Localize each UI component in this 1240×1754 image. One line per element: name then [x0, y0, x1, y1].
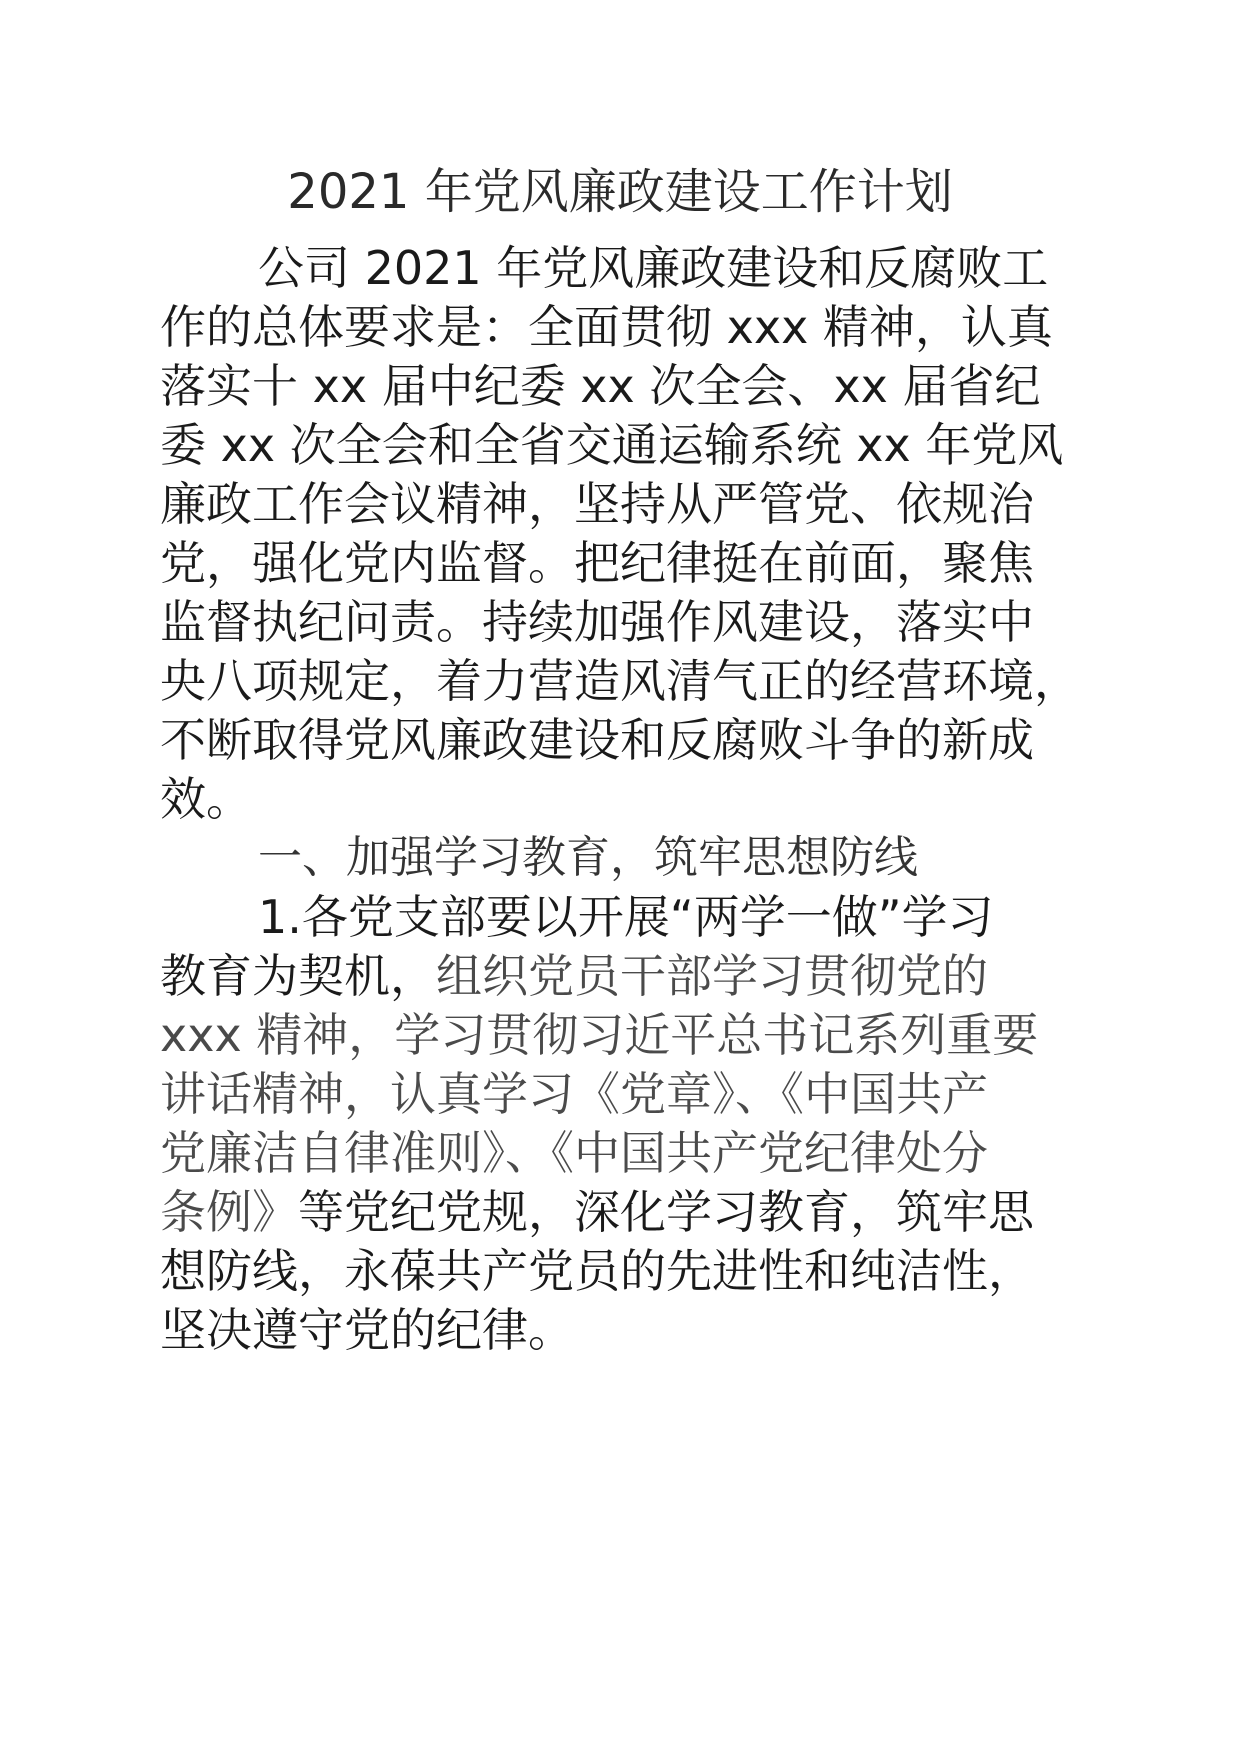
item-line	[160, 1180, 1034, 1244]
paragraph-line: 监督执纪问责。持续加强作风建设，落实中	[160, 595, 1034, 649]
item-line: 讲话精神，认真学习《党章》、《中国共产	[160, 1067, 988, 1121]
item-line: 想防线，永葆共产党员的先进性和纯洁性，	[160, 1244, 1034, 1298]
item-text: 教育为契机，	[160, 949, 436, 1003]
paragraph-line: 央八项规定，着力营造风清气正的经营环境，	[160, 654, 1080, 708]
item-text: 组织党员干部学习贯彻党的	[436, 949, 988, 1003]
paragraph-line: 廉政工作会议精神，坚持从严管党、依规治	[160, 477, 1034, 531]
paragraph-line: 效。	[160, 772, 252, 826]
section-heading: 一、加强学习教育，筑牢思想防线	[258, 832, 918, 883]
item-text: 等党纪党规，深化学习教育，筑牢思	[298, 1185, 1034, 1239]
document-title: 2021 年党风廉政建设工作计划	[287, 164, 953, 220]
item-line: 党廉洁自律准则》、《中国共产党纪律处分	[160, 1126, 988, 1180]
item-line	[160, 944, 988, 1008]
item-line: 1.各党支部要以开展“两学一做”学习	[258, 890, 994, 944]
item-text: 条例》	[160, 1185, 298, 1239]
paragraph-line: 公司 2021 年党风廉政建设和反腐败工	[258, 241, 1049, 295]
paragraph-line: 作的总体要求是：全面贯彻 xxx 精神，认真	[160, 300, 1053, 354]
item-line	[160, 1003, 1038, 1067]
item-line: 坚决遵守党的纪律。	[160, 1303, 574, 1357]
paragraph-line: 党，强化党内监督。把纪律挺在前面，聚焦	[160, 536, 1034, 590]
paragraph-line: 不断取得党风廉政建设和反腐败斗争的新成	[160, 713, 1034, 767]
paragraph-line: 委 xx 次全会和全省交通运输系统 xx 年党风	[160, 418, 1064, 472]
paragraph-line: 落实十 xx 届中纪委 xx 次全会、xx 届省纪	[160, 359, 1041, 413]
item-text: 学习贯彻习近平总书记系列重要	[394, 1008, 1039, 1062]
item-text: xxx 精神，	[160, 1008, 395, 1062]
